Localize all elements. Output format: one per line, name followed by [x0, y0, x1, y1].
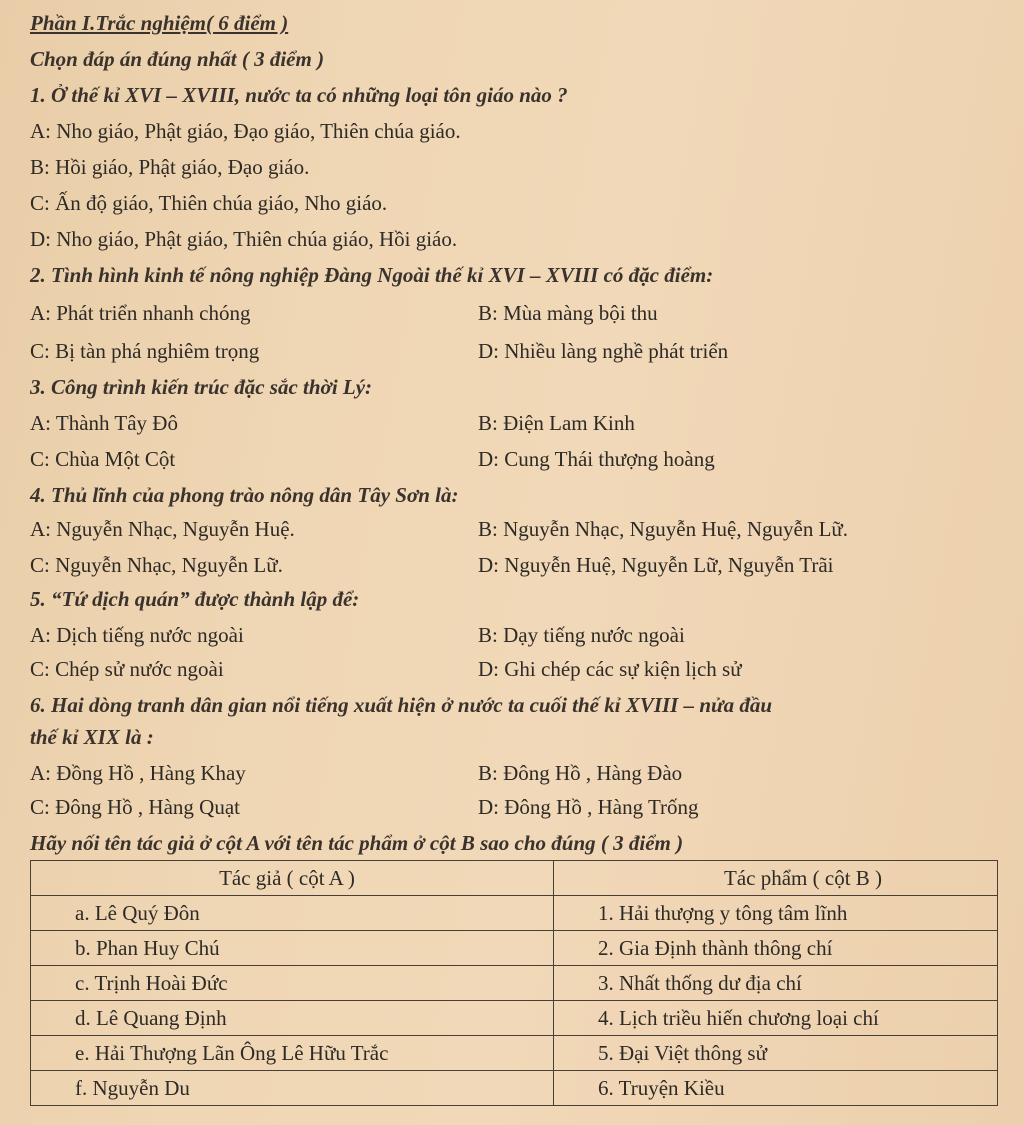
table-row: [31, 1036, 998, 1071]
q2-option-a: A: Phát triển nhanh chóng: [30, 301, 251, 325]
q6-option-d: D: Đông Hồ , Hàng Trống: [478, 795, 699, 819]
q5-option-a: A: Dịch tiếng nước ngoài: [30, 623, 244, 647]
q2-option-c: C: Bị tàn phá nghiêm trọng: [30, 339, 260, 363]
question-3: 3. Công trình kiến trúc đặc sắc thời Lý:: [30, 375, 373, 399]
author-cell: d. Lê Quang Định: [31, 1001, 554, 1036]
q1-option-d: D: Nho giáo, Phật giáo, Thiên chúa giáo, Hồi giáo.: [30, 227, 458, 251]
author-cell: e. Hải Thượng Lãn Ông Lê Hữu Trắc: [31, 1036, 554, 1071]
table-row: [31, 966, 998, 1001]
q4-option-c: C: Nguyễn Nhạc, Nguyễn Lữ.: [30, 553, 283, 577]
q6-option-b: B: Đông Hồ , Hàng Đào: [478, 761, 683, 785]
part-title: Phần I.Trắc nghiệm( 6 điểm ): [30, 11, 289, 35]
section-title: Chọn đáp án đúng nhất ( 3 điểm ): [30, 47, 325, 71]
q1-option-c: C: Ấn độ giáo, Thiên chúa giáo, Nho giáo.: [30, 191, 388, 215]
table-row: [31, 931, 998, 966]
q2-option-b: B: Mùa màng bội thu: [478, 301, 658, 325]
q3-option-b: B: Điện Lam Kinh: [478, 411, 635, 435]
q6-option-c: C: Đông Hồ , Hàng Quạt: [30, 795, 240, 819]
question-4: 4. Thủ lĩnh của phong trào nông dân Tây Sơn là:: [30, 483, 459, 507]
work-cell: 6. Truyện Kiều: [554, 1071, 998, 1106]
author-cell: a. Lê Quý Đôn: [31, 896, 554, 931]
q4-option-a: A: Nguyễn Nhạc, Nguyễn Huệ.: [30, 517, 295, 541]
matching-instruction: Hãy nối tên tác giả ở cột A với tên tác phẩm ở cột B sao cho đúng ( 3 điểm ): [30, 831, 684, 855]
author-cell: f. Nguyễn Du: [31, 1071, 554, 1106]
q6-option-a: A: Đồng Hồ , Hàng Khay: [30, 761, 246, 785]
work-cell: 4. Lịch triều hiến chương loại chí: [554, 1001, 998, 1036]
q5-option-b: B: Dạy tiếng nước ngoài: [478, 623, 685, 647]
column-b-header: Tác phẩm ( cột B ): [554, 861, 998, 896]
work-cell: 1. Hải thượng y tông tâm lĩnh: [554, 896, 998, 931]
q3-option-d: D: Cung Thái thượng hoàng: [478, 447, 715, 471]
question-6-line-1: 6. Hai dòng tranh dân gian nổi tiếng xuất hiện ở nước ta cuối thế kỉ XVIII – nửa đầu: [30, 693, 773, 717]
work-cell: 3. Nhất thống dư địa chí: [554, 966, 998, 1001]
table-row: [31, 896, 998, 931]
question-2: 2. Tình hình kinh tế nông nghiệp Đàng Ngoài thế kỉ XVI – XVIII có đặc điểm:: [30, 263, 714, 287]
table-row: [31, 1001, 998, 1036]
work-cell: 2. Gia Định thành thông chí: [554, 931, 998, 966]
q2-option-d: D: Nhiều làng nghề phát triển: [478, 339, 729, 363]
q3-option-c: C: Chùa Một Cột: [30, 447, 176, 471]
author-cell: b. Phan Huy Chú: [31, 931, 554, 966]
author-cell: c. Trịnh Hoài Đức: [31, 966, 554, 1001]
question-5: 5. “Tứ dịch quán” được thành lập để:: [30, 587, 360, 611]
matching-table: [30, 860, 998, 1106]
table-header-row: [31, 861, 998, 896]
table-row: [31, 1071, 998, 1106]
work-cell: 5. Đại Việt thông sử: [554, 1036, 998, 1071]
q4-option-b: B: Nguyễn Nhạc, Nguyễn Huệ, Nguyễn Lữ.: [478, 517, 849, 541]
q1-option-b: B: Hồi giáo, Phật giáo, Đạo giáo.: [30, 155, 310, 179]
q5-option-d: D: Ghi chép các sự kiện lịch sử: [478, 657, 742, 681]
q3-option-a: A: Thành Tây Đô: [30, 411, 178, 435]
q5-option-c: C: Chép sử nước ngoài: [30, 657, 224, 681]
question-1: 1. Ở thế kỉ XVI – XVIII, nước ta có những loại tôn giáo nào ?: [30, 83, 568, 107]
q4-option-d: D: Nguyễn Huệ, Nguyễn Lữ, Nguyễn Trãi: [478, 553, 834, 577]
q1-option-a: A: Nho giáo, Phật giáo, Đạo giáo, Thiên chúa giáo.: [30, 119, 461, 143]
column-a-header: Tác giả ( cột A ): [31, 861, 554, 896]
question-6-line-2: thế kỉ XIX là :: [30, 725, 154, 749]
